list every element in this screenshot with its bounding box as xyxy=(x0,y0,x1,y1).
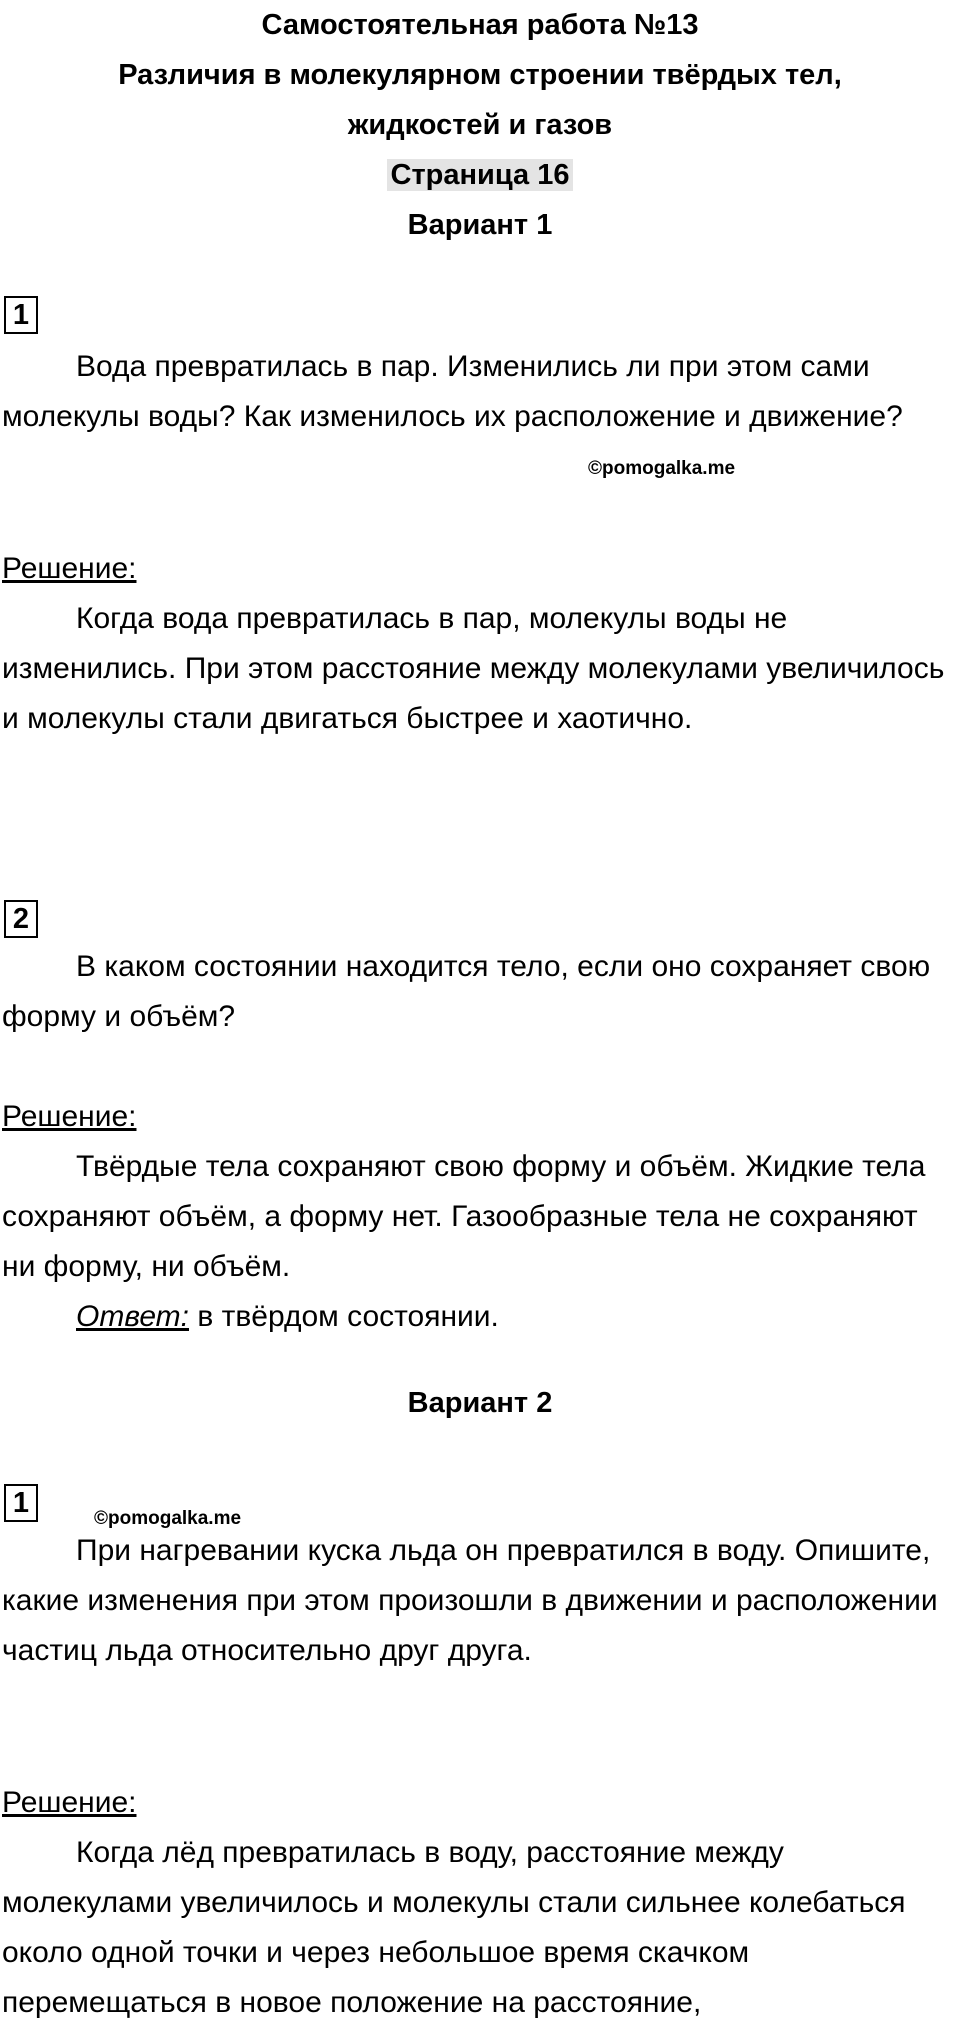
task-question: При нагревании куска льда он превратился в воду. Опишите, какие изменения при этом произошли в движении и расположении частиц льда относительно друг друга. xyxy=(2,1534,938,1667)
v1-task-1-solution xyxy=(0,544,950,744)
solution-label: Решение: xyxy=(2,1786,137,1819)
answer-line xyxy=(0,1292,950,1342)
solution-text: Твёрдые тела сохраняют свою форму и объём. Жидкие тела сохраняют объём, а форму нет. Газообразные тела не сохраняют ни форму, ни объём. xyxy=(2,1150,926,1283)
variant-1-title: Вариант 1 xyxy=(407,209,553,241)
task-question: Вода превратилась в пар. Изменились ли при этом сами молекулы воды? Как изменилось их расположение и движение? xyxy=(2,350,903,433)
v1-task-2-solution xyxy=(0,1092,950,1342)
watermark-text: ©pomogalka.me xyxy=(94,1508,242,1529)
solution-label: Решение: xyxy=(2,552,137,585)
document-header xyxy=(0,0,960,250)
topic-line-1: Различия в молекулярном строении твёрдых тел, xyxy=(118,59,842,91)
solution-text: Когда вода превратилась в пар, молекулы воды не изменились. При этом расстояние между молекулами увеличилось и молекулы стали двигаться быстрее и хаотично. xyxy=(2,602,945,735)
task-number: 2 xyxy=(4,900,38,938)
v2-task-1-solution xyxy=(0,1778,950,2028)
variant-2-title: Вариант 2 xyxy=(407,1387,553,1419)
watermark-text: ©pomogalka.me xyxy=(588,458,736,479)
answer-text: в твёрдом состоянии. xyxy=(189,1300,499,1333)
solution-label: Решение: xyxy=(2,1100,137,1133)
work-title: Самостоятельная работа №13 xyxy=(261,9,699,41)
task-question: В каком состоянии находится тело, если оно сохраняет свою форму и объём? xyxy=(2,950,931,1033)
solution-text: Когда лёд превратилась в воду, расстояние между молекулами увеличилось и молекулы стали сильнее колебаться около одной точки и через небольшое время скачком перемещаться в новое положение на расстояние, xyxy=(2,1836,906,2019)
task-number: 1 xyxy=(4,296,38,334)
topic-line-2: жидкостей и газов xyxy=(347,109,613,141)
page-label: Страница 16 xyxy=(387,159,574,191)
answer-label: Ответ: xyxy=(76,1300,189,1333)
task-number: 1 xyxy=(4,1484,38,1522)
